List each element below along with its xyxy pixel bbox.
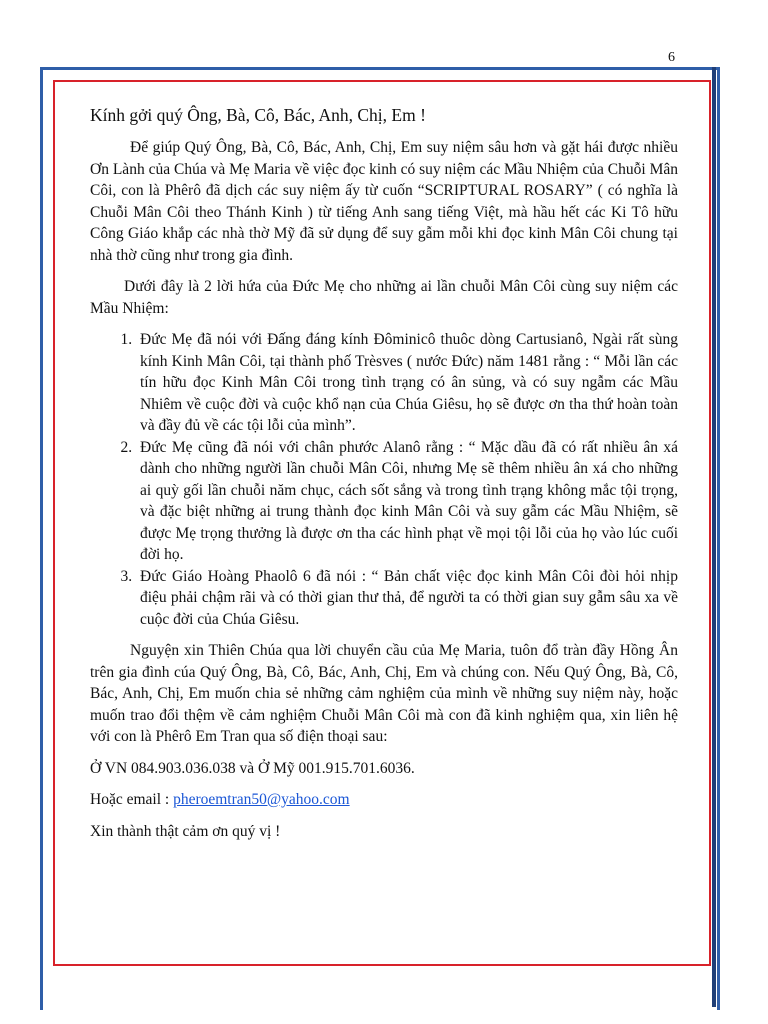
email-label: Hoặc email : — [90, 791, 174, 808]
letter-greeting: Kính gởi quý Ông, Bà, Cô, Bác, Anh, Chị, Em ! — [90, 105, 426, 125]
email-line — [90, 789, 678, 811]
intro-paragraph: Để giúp Quý Ông, Bà, Cô, Bác, Anh, Chị, Em suy niệm sâu hơn và gặt hái được nhiều Ơn Lành của Chúa và Mẹ Maria về việc đọc kinh có suy niệm các Mầu Nhiệm của Chuỗi Mân Côi, con là Phêrô đã dịch các suy niệm ấy từ cuốn “SCRIPTURAL ROSARY” ( có nghĩa là Chuỗi Mân Côi theo Thánh Kinh ) từ tiếng Anh sang tiếng Việt, mà hầu hết các Ki Tô hữu Công Giáo khắp các nhà thờ Mỹ đã sử dụng để suy gẫm mỗi khi đọc kinh Mân Côi chung tại nhà thờ cũng như trong gia đình. — [90, 139, 678, 264]
promise-item-2: 2. Đức Mẹ cũng đã nói với chân phước Alanô rằng : “ Mặc dầu đã có rất nhiều ân xá dành cho những người lần chuỗi Mân Côi, nhưng Mẹ sẽ thêm nhiều ân xá cho những ai quỳ gối lần chuỗi năm chục, cách sốt sắng và trong tình trạng không mắc tội trọng, và đặc biệt những ai trung thành đọc kinh Mân Côi và suy gẫm các Mầu Nhiệm, sẽ được Mẹ trọng thưởng là được ơn tha các hình phạt về mọi tội lỗi của họ vào lúc cuối đời họ. — [136, 437, 678, 566]
phone-line: Ở VN 084.903.036.038 và Ở Mỹ 001.915.701.6036. — [90, 759, 415, 777]
promises-list — [90, 329, 678, 630]
thanks-line: Xin thành thật cảm ơn quý vị ! — [90, 822, 281, 840]
promises-intro-paragraph: Dưới đây là 2 lời hứa của Đức Mẹ cho những ai lần chuỗi Mân Côi cùng suy niệm các Mầu Nhiệm: — [90, 278, 678, 317]
promise-item-3: 3. Đức Giáo Hoàng Phaolô 6 đã nói : “ Bản chất việc đọc kinh Mân Côi đòi hỏi nhịp điệu phải chậm rãi và có thời gian thư thả, để người ta có thời gian suy gẫm sâu xa về cuộc đời của Chúa Giêsu. — [136, 566, 678, 631]
email-link[interactable]: pheroemtran50@yahoo.com — [173, 791, 350, 808]
outer-border-shadow — [712, 67, 716, 1007]
page-number: 6 — [668, 50, 675, 65]
promise-item-1: 1. Đức Mẹ đã nói với Đấng đáng kính Đôminicô thuôc dòng Cartusianô, Ngài rất sùng kính Kinh Mân Côi, tại thành phố Trèsves ( nước Đức) năm 1481 rằng : “ Mỗi lần các tín hữu đọc Kinh Mân Côi trong tình trạng có ân sủng, và có suy ngẫm các Mầu Nhiêm về cuộc đời và cuộc khổ nạn của Chúa Giêsu, họ sẽ được ơn tha thứ hoàn toàn và đầy đủ về các tội lỗi của mình”. — [136, 329, 678, 437]
closing-paragraph: Nguyện xin Thiên Chúa qua lời chuyển cầu của Mẹ Maria, tuôn đổ tràn đầy Hồng Ân trên gia đình cúa Quý Ông, Bà, Cô, Bác, Anh, Chị, Em và chúng con. Nếu Quý Ông, Bà, Cô, Bác, Anh, Chị, Em muốn chia sẻ những cảm nghiệm của mình về những suy niệm này, hoặc muốn trao đổi thệm về cảm nghiệm Chuỗi Mân Côi mà con đã kinh nghiệm qua, xin liên hệ với con là Phêrô Em Tran qua số điện thoại sau: — [90, 642, 678, 745]
letter-body — [90, 103, 678, 852]
